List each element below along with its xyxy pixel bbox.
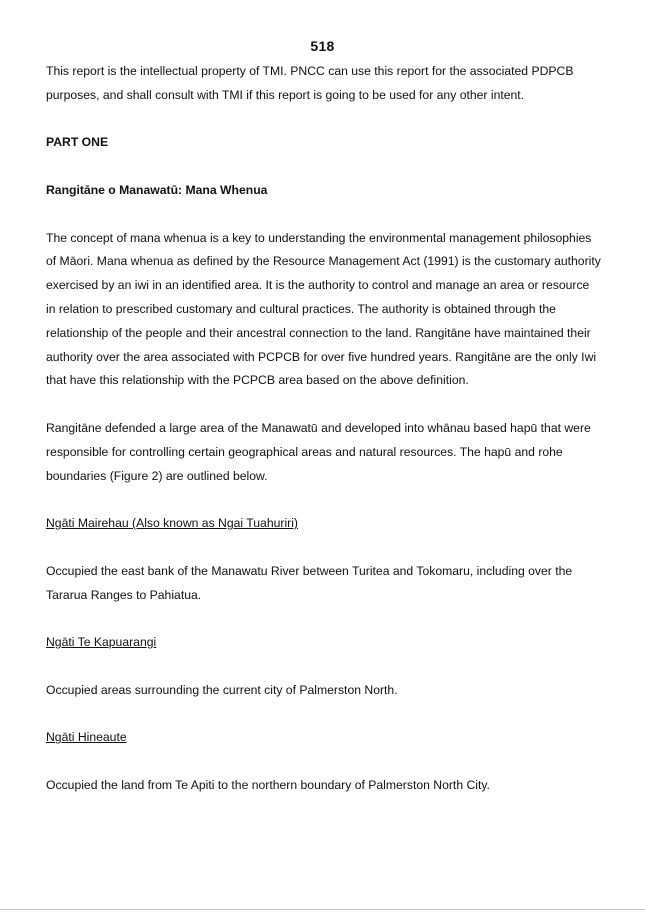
hapu-intro-paragraph: Rangitāne defended a large area of the Manawatū and developed into whānau based hapū that were responsible for controlling certain geographical areas and natural resources. The hapū and rohe boundaries (Figure 2) are outlined below. <box>46 420 591 483</box>
hapu-description-mairehau: Occupied the east bank of the Manawatu River between Turitea and Tokomaru, including over the Tararua Ranges to Pahiatua. <box>46 563 573 602</box>
page-content <box>46 60 602 822</box>
intro-paragraph: This report is the intellectual property of TMI. PNCC can use this report for the associated PDPCB purposes, and shall consult with TMI if this report is going to be used for any other intent. <box>46 64 574 102</box>
part-heading: PART ONE <box>46 135 109 150</box>
page-bottom-divider <box>0 909 645 910</box>
page-number: 518 <box>310 38 335 54</box>
hapu-description-kapuarangi: Occupied areas surrounding the current city of Palmerston North. <box>46 682 398 697</box>
hapu-heading-kapuarangi: Ngāti Te Kapuarangi <box>46 635 157 650</box>
hapu-heading-hineaute: Ngāti Hineaute <box>46 730 127 745</box>
mana-whenua-paragraph: The concept of mana whenua is a key to understanding the environmental management philosophies of Māori. Mana whenua as defined by the Resource Management Act (1991) is the customary authority exercised by an iwi in an identified area. It is the authority to control and manage an area or resource in relation to prescribed customary and cultural practices. The authority is obtained through the relationship of the people and their ancestral connection to the land. Rangitāne have maintained their authority over the area associated with PCPCB for over five hundred years. Rangitāne are the only Iwi that have this relationship with the PCPCB area based on the above definition. <box>46 230 601 388</box>
section-heading: Rangitāne o Manawatū: Mana Whenua <box>46 182 268 197</box>
hapu-description-hineaute: Occupied the land from Te Apiti to the northern boundary of Palmerston North City. <box>46 777 490 792</box>
hapu-heading-mairehau: Ngāti Mairehau (Also known as Ngai Tuahuriri) <box>46 516 298 531</box>
